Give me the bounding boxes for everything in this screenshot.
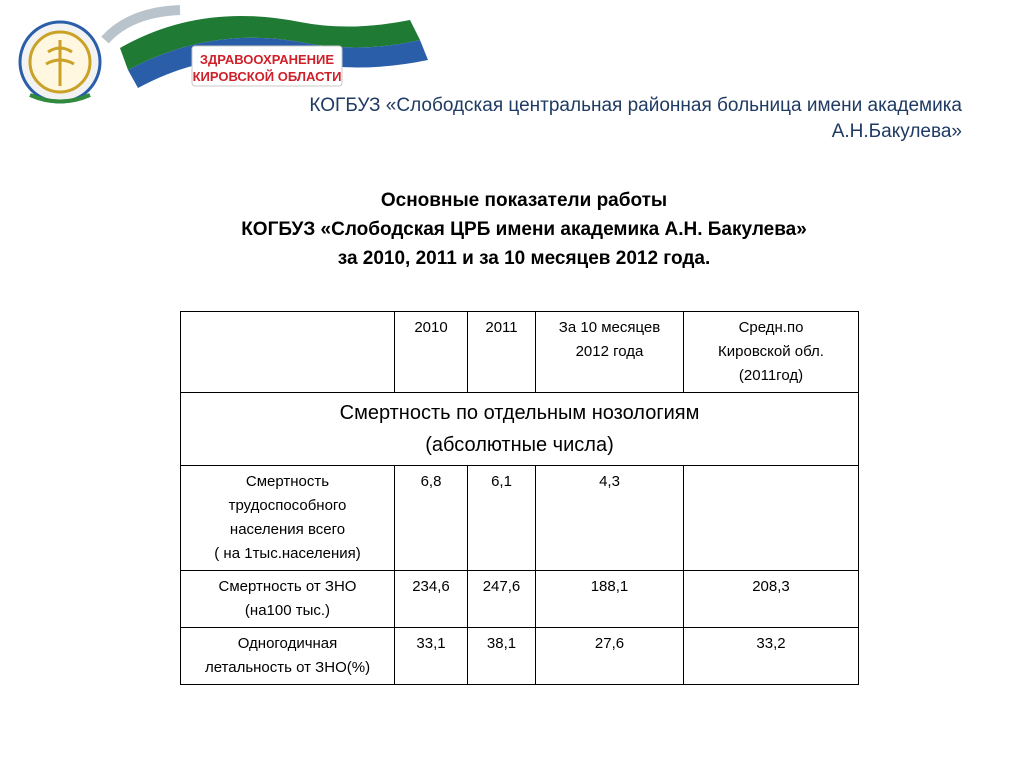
column-header: 2011: [468, 312, 536, 393]
column-header: [181, 312, 395, 393]
section-row: [181, 393, 859, 466]
organization-line1: КОГБУЗ «Слободская центральная районная больница имени академика: [309, 95, 962, 116]
column-header: Средн.по Кировской обл. (2011год): [684, 312, 859, 393]
table-cell: 4,3: [536, 466, 684, 571]
title-line2: КОГБУЗ «Слободская ЦРБ имени академика А.Н. Бакулева»: [241, 219, 807, 240]
table-header-row: [181, 312, 859, 393]
table-row: [181, 466, 859, 571]
table-cell: 6,8: [395, 466, 468, 571]
table-cell: [684, 466, 859, 571]
logo-line1: ЗДРАВООХРАНЕНИЕ: [199, 52, 335, 67]
table-cell: 6,1: [468, 466, 536, 571]
column-header: 2010: [395, 312, 468, 393]
table-row: [181, 628, 859, 685]
row-label: Одногодичная летальность от ЗНО(%): [181, 628, 395, 685]
emblem-icon: [20, 22, 100, 102]
title-line3: за 2010, 2011 и за 10 месяцев 2012 года.: [337, 248, 711, 269]
row-label: Смертность от ЗНО (на100 тыс.): [181, 571, 395, 628]
table-cell: 27,6: [536, 628, 684, 685]
table-cell: 234,6: [395, 571, 468, 628]
organization-name: [142, 93, 962, 145]
row-label: Смертность трудоспособного населения всего ( на 1тыс.населения): [181, 466, 395, 571]
column-header: За 10 месяцев 2012 года: [536, 312, 684, 393]
table-cell: 208,3: [684, 571, 859, 628]
section-title: Смертность по отдельным нозологиям (абсолютные числа): [181, 393, 859, 466]
table-cell: 38,1: [468, 628, 536, 685]
logo-line2: КИРОВСКОЙ ОБЛАСТИ: [192, 69, 342, 84]
table-cell: 33,2: [684, 628, 859, 685]
table-cell: 188,1: [536, 571, 684, 628]
title-line1: Основные показатели работы: [380, 190, 668, 211]
indicators-table: [180, 311, 859, 685]
page-title: [0, 186, 1024, 273]
table-cell: 33,1: [395, 628, 468, 685]
table-cell: 247,6: [468, 571, 536, 628]
organization-line2: А.Н.Бакулева»: [831, 121, 962, 142]
table-row: [181, 571, 859, 628]
